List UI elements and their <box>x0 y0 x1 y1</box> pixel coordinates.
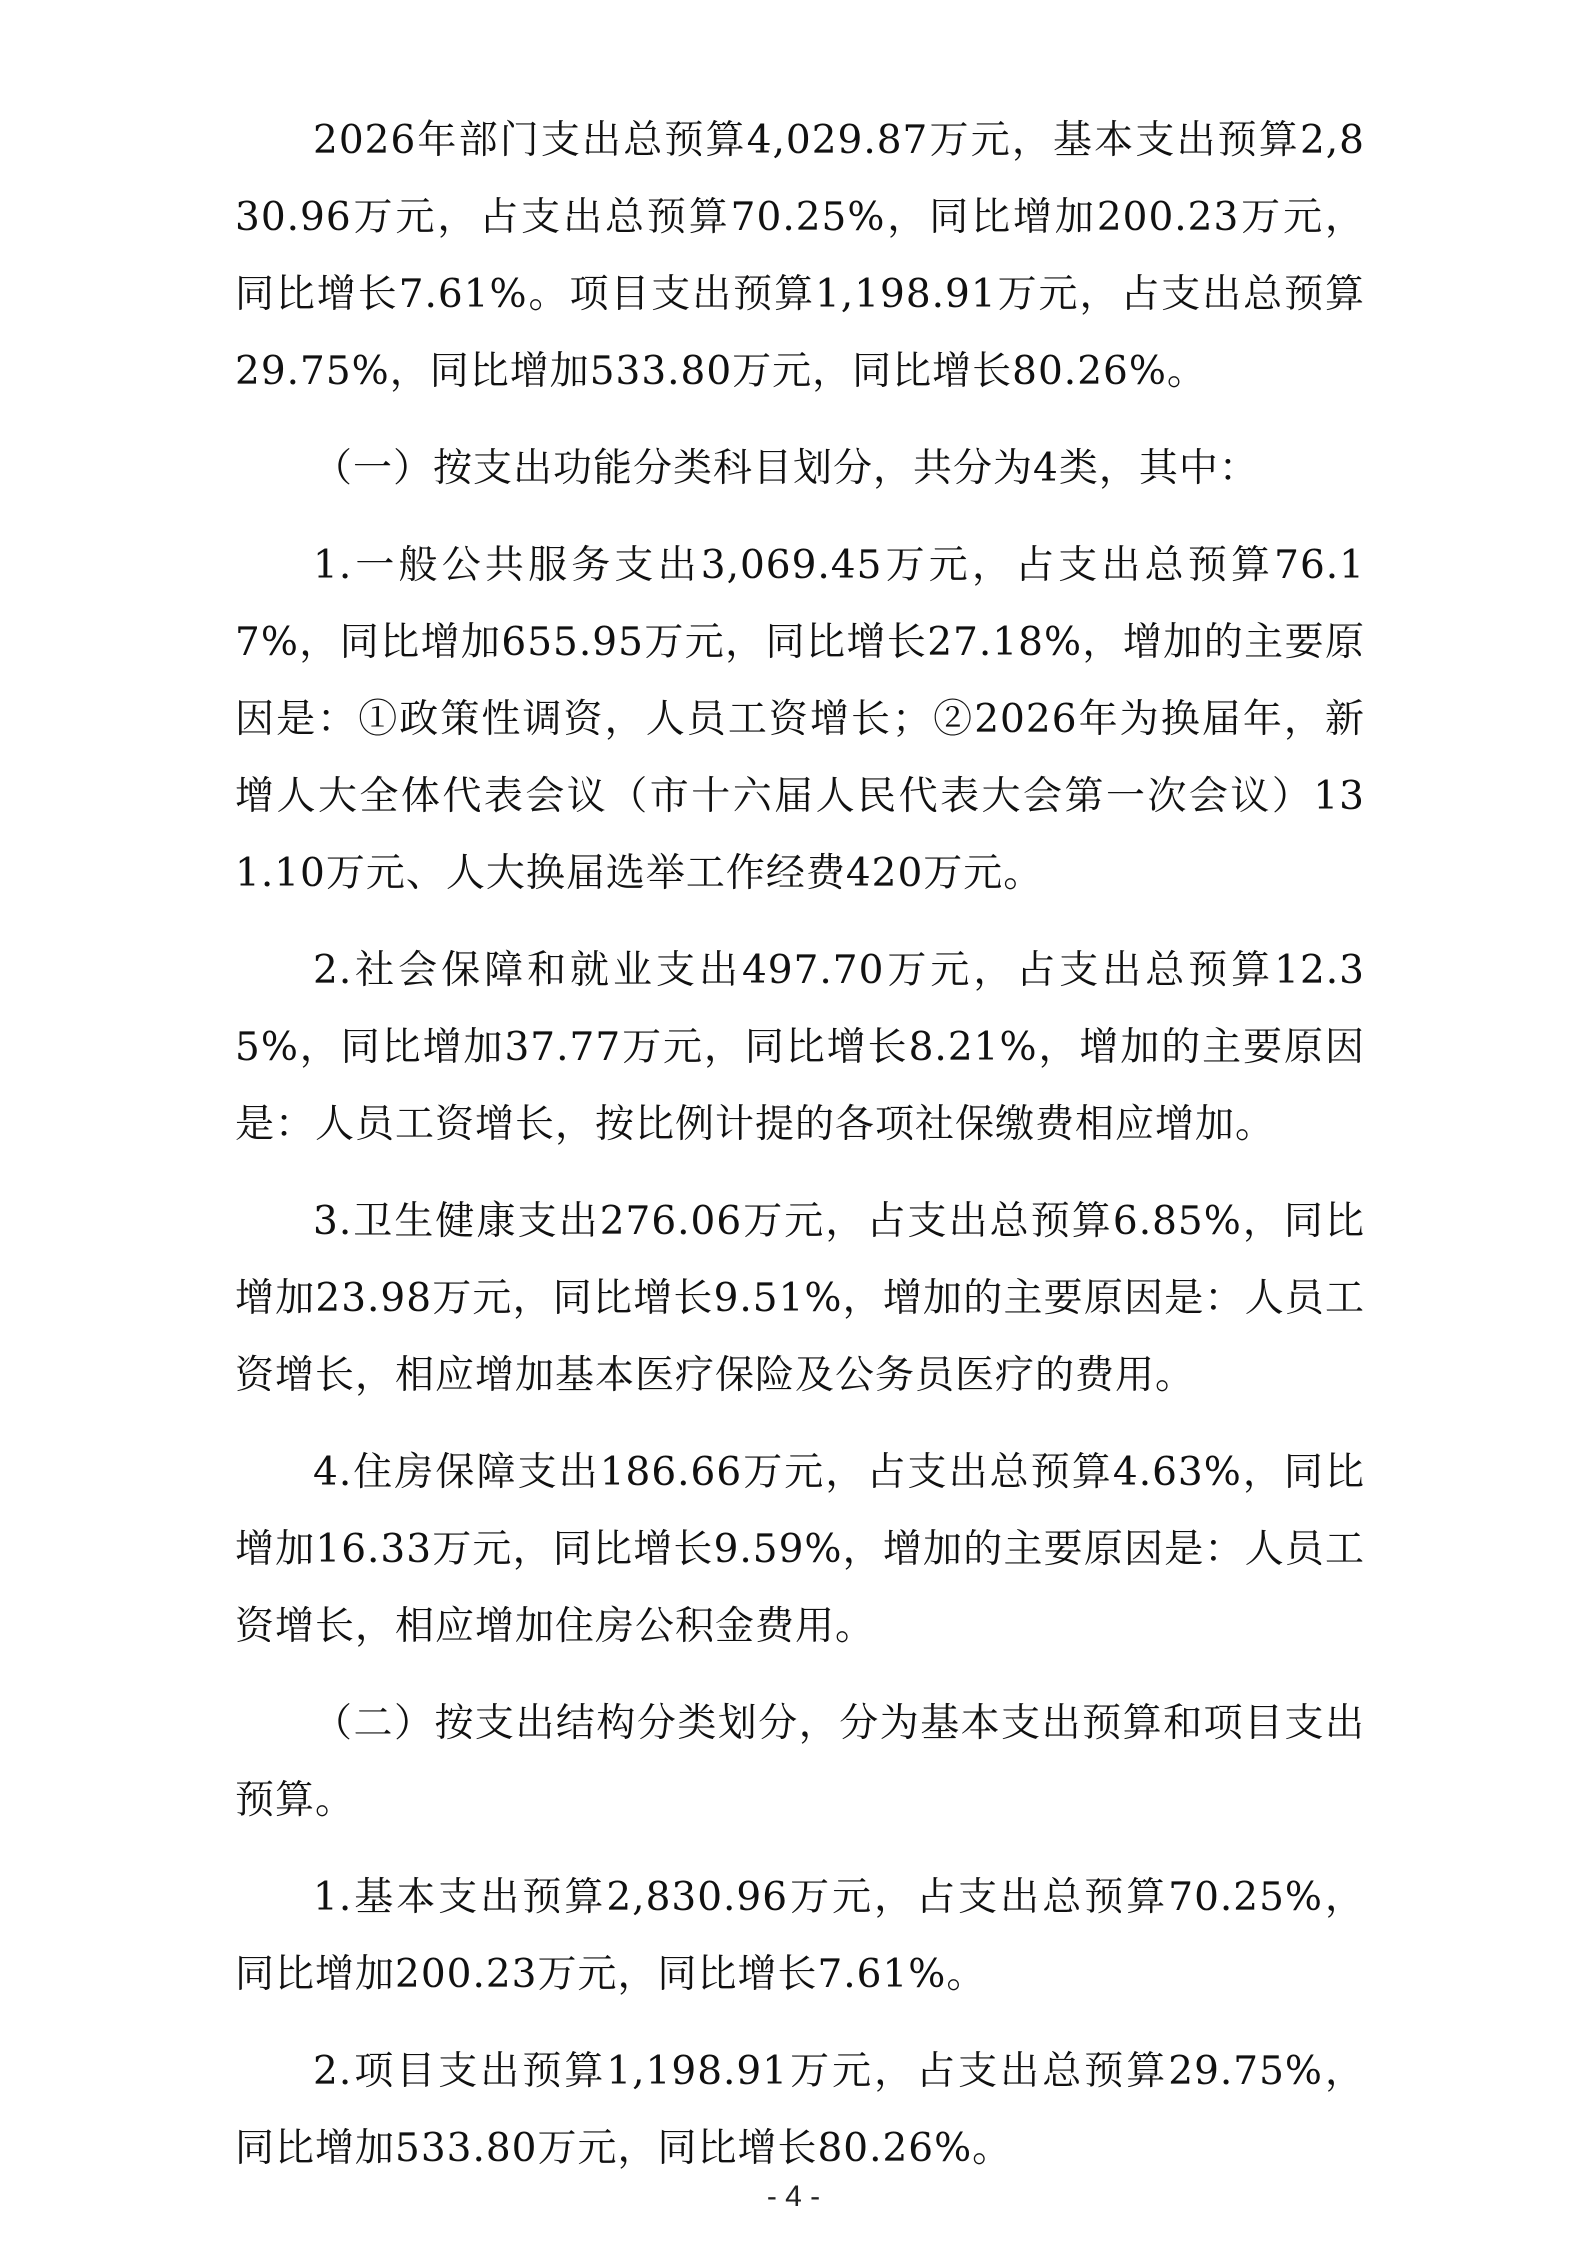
paragraph-total-budget: 2026年部门支出总预算4,029.87万元，基本支出预算2,830.96万元，占支出总预算70.25%，同比增加200.23万元，同比增长7.61%。项目支出预算1,198.91万元，占支出总预算29.75%，同比增加533.80万元，同比增长80.26%。 <box>235 118 1365 394</box>
document-body <box>235 102 1365 2207</box>
paragraph-health: 3.卫生健康支出276.06万元，占支出总预算6.85%，同比增加23.98万元，同比增长9.51%，增加的主要原因是：人员工资增长，相应增加基本医疗保险及公务员医疗的费用。 <box>235 1199 1365 1398</box>
section-heading-functional-classification: （一）按支出功能分类科目划分，共分为4类，其中： <box>313 446 1259 491</box>
paragraph-housing: 4.住房保障支出186.66万元，占支出总预算4.63%，同比增加16.33万元，同比增长9.59%，增加的主要原因是：人员工资增长，相应增加住房公积金费用。 <box>235 1450 1365 1649</box>
section-heading-structure-classification: （二）按支出结构分类划分，分为基本支出预算和项目支出预算。 <box>235 1701 1365 1823</box>
paragraph-basic-expenditure: 1.基本支出预算2,830.96万元，占支出总预算70.25%，同比增加200.23万元，同比增长7.61%。 <box>235 1875 1365 1997</box>
page-number: - 4 - <box>766 2180 821 2213</box>
paragraph-project-expenditure: 2.项目支出预算1,198.91万元，占支出总预算29.75%，同比增加533.80万元，同比增长80.26%。 <box>235 2049 1365 2171</box>
paragraph-general-public-services: 1.一般公共服务支出3,069.45万元，占支出总预算76.17%，同比增加655.95万元，同比增长27.18%，增加的主要原因是：①政策性调资，人员工资增长；②2026年为换届年，新增人大全体代表会议（市十六届人民代表大会第一次会议）131.10万元、人大换届选举工作经费420万元。 <box>235 543 1365 896</box>
paragraph-social-security: 2.社会保障和就业支出497.70万元，占支出总预算12.35%，同比增加37.77万元，同比增长8.21%，增加的主要原因是：人员工资增长，按比例计提的各项社保缴费相应增加。 <box>235 948 1365 1147</box>
